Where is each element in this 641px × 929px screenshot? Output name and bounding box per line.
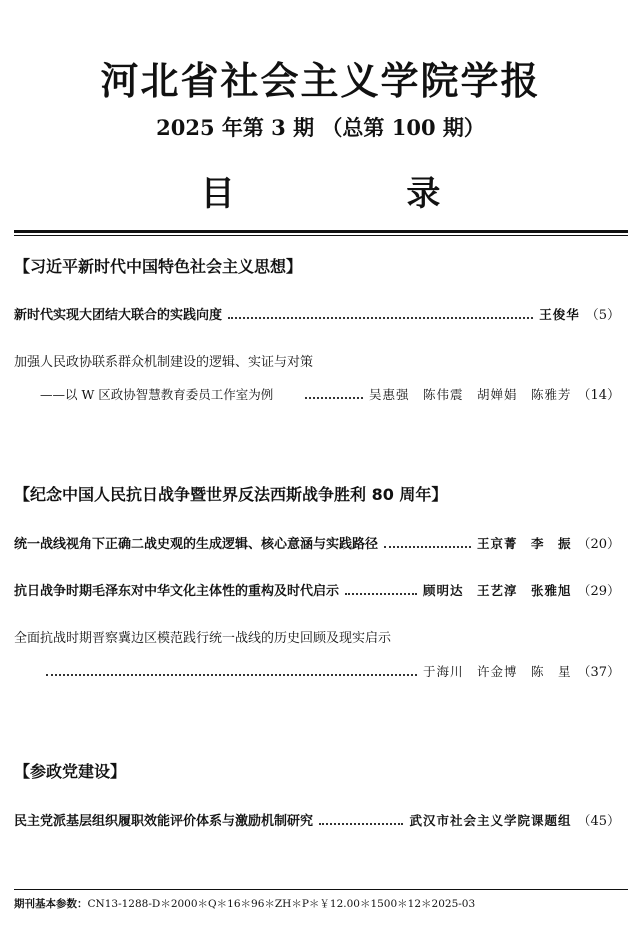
page-number: （29） (577, 584, 620, 599)
page-number: （14） (577, 388, 620, 403)
article-subtitle: ——以 W 区政协智慧教育委员工作室为例 (40, 387, 274, 402)
page-number: （20） (577, 537, 620, 552)
header-divider-thick (14, 230, 628, 233)
article-title: 民主党派基层组织履职效能评价体系与激励机制研究 (14, 814, 314, 829)
leader-dots (384, 546, 471, 548)
parameters-label: 期刊基本参数： (14, 898, 88, 910)
article-title: 抗日战争时期毛泽东对中华文化主体性的重构及时代启示 (14, 584, 340, 599)
toc-entry[interactable] (14, 582, 620, 601)
journal-parameters (14, 896, 475, 912)
toc-entry[interactable] (14, 306, 620, 325)
footer-divider (14, 889, 628, 890)
toc-entry-continuation (40, 386, 620, 405)
toc-entry[interactable] (14, 535, 620, 554)
issue-number: 2025 年第 3 期 （总第 100 期） (156, 115, 485, 140)
article-authors: 王俊华 (539, 307, 580, 322)
header-divider-thin (14, 235, 628, 236)
leader-dots (228, 317, 533, 319)
article-title[interactable]: 全面抗战时期晋察冀边区模范践行统一战线的历史回顾及现实启示 (14, 631, 392, 646)
leader-dots (345, 593, 417, 595)
journal-title: 河北省社会主义学院学报 (100, 58, 541, 103)
leader-dots (305, 397, 363, 399)
contents-heading: 目 录 (200, 174, 521, 214)
article-title[interactable]: 加强人民政协联系群众机制建设的逻辑、实证与对策 (14, 355, 314, 370)
article-authors: 王京菁 李 振 (476, 536, 572, 551)
page-number: （45） (577, 814, 620, 829)
section-heading: 【习近平新时代中国特色社会主义思想】 (14, 257, 303, 276)
page-number: （5） (585, 308, 620, 323)
section-heading: 【参政党建设】 (14, 762, 127, 781)
section-heading: 【纪念中国人民抗日战争暨世界反法西斯战争胜利 80 周年】 (14, 485, 448, 504)
article-authors: 武汉市社会主义学院课题组 (409, 813, 572, 828)
toc-entry[interactable] (14, 812, 620, 831)
article-title: 新时代实现大团结大联合的实践向度 (14, 308, 223, 323)
parameters-value: CN13-1288-D＊2000＊Q＊16＊96＊ZH＊P＊￥12.00＊1500＊12＊2025-03 (87, 898, 476, 910)
article-authors: 吴惠强 陈伟震 胡婵娟 陈雅芳 (368, 387, 572, 402)
page-number: （37） (577, 665, 620, 680)
toc-entry-continuation (46, 663, 620, 682)
article-authors: 顾明达 王艺淳 张雅旭 (422, 583, 572, 598)
article-authors: 于海川 许金博 陈 星 (422, 664, 572, 679)
leader-dots (319, 823, 403, 825)
leader-dots (46, 674, 417, 676)
article-title: 统一战线视角下正确二战史观的生成逻辑、核心意涵与实践路径 (14, 537, 379, 552)
